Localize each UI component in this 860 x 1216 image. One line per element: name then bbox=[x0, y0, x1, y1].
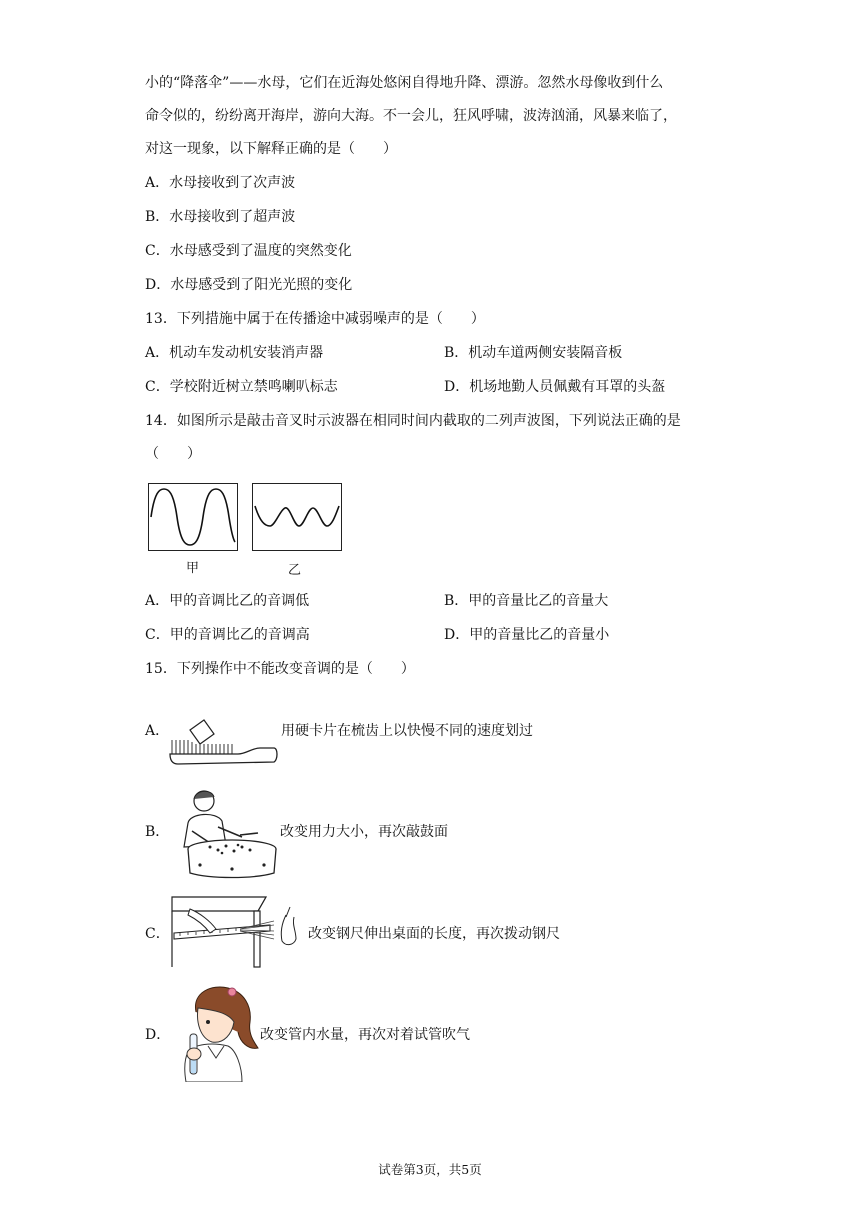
q12-option-a: A．水母接收到了次声波 bbox=[145, 175, 296, 191]
wave-diagram-yi bbox=[252, 483, 342, 551]
q15-option-a-text: 用硬卡片在梳齿上以快慢不同的速度划过 bbox=[281, 723, 533, 739]
q13-option-d: D．机场地勤人员佩戴有耳罩的头盔 bbox=[444, 379, 666, 395]
q15-option-a-letter: A． bbox=[145, 723, 170, 739]
q14-option-a: A．甲的音调比乙的音调低 bbox=[145, 593, 310, 609]
q13-option-c: C．学校附近树立禁鸣喇叭标志 bbox=[145, 379, 338, 395]
q15-option-b-letter: B． bbox=[145, 824, 170, 840]
q14-option-d: D．甲的音量比乙的音量小 bbox=[444, 627, 610, 643]
q14-option-b: B．甲的音量比乙的音量大 bbox=[444, 593, 609, 609]
q15-option-c-letter: C． bbox=[145, 926, 170, 942]
q15-option-d-letter: D． bbox=[145, 1027, 171, 1043]
comb-card-icon bbox=[168, 718, 280, 770]
q13-option-b: B．机动车道两侧安装隔音板 bbox=[444, 345, 623, 361]
q14-stem-line1: 14．如图所示是敲击音叉时示波器在相同时间内截取的二列声波图，下列说法正确的是 bbox=[145, 413, 681, 429]
q12-stem-line2: 命令似的，纷纷离开海岸，游向大海。不一会儿，狂风呼啸，波涛汹涌，风暴来临了， bbox=[145, 108, 677, 124]
q15-stem: 15．下列操作中不能改变音调的是（ ） bbox=[145, 661, 415, 677]
q15-option-d-text: 改变管内水量，再次对着试管吹气 bbox=[260, 1027, 470, 1043]
q12-stem-line3: 对这一现象，以下解释正确的是（ ） bbox=[145, 141, 397, 157]
q12-option-d: D．水母感受到了阳光光照的变化 bbox=[145, 277, 353, 293]
wave-label-jia: 甲 bbox=[186, 561, 200, 576]
drum-player-icon bbox=[170, 787, 278, 879]
q12-stem-line1: 小的“降落伞”——水母，它们在近海处悠闲自得地升降、漂游。忽然水母像收到什么 bbox=[145, 75, 664, 91]
girl-test-tube-icon bbox=[168, 982, 262, 1082]
q15-option-b-text: 改变用力大小，再次敲鼓面 bbox=[280, 824, 448, 840]
waveform-jia bbox=[151, 489, 235, 545]
page-footer: 试卷第3页，共5页 bbox=[378, 1162, 482, 1177]
wave-label-yi: 乙 bbox=[288, 563, 302, 578]
q12-option-b: B．水母接收到了超声波 bbox=[145, 209, 296, 225]
q12-option-c: C．水母感受到了温度的突然变化 bbox=[145, 243, 352, 259]
wave-diagram-jia bbox=[148, 483, 238, 551]
q14-option-c: C．甲的音调比乙的音调高 bbox=[145, 627, 310, 643]
q13-option-a: A．机动车发动机安装消声器 bbox=[145, 345, 324, 361]
q13-stem: 13．下列措施中属于在传播途中减弱噪声的是（ ） bbox=[145, 311, 485, 327]
ruler-table-icon bbox=[170, 895, 310, 969]
q15-option-c-text: 改变钢尺伸出桌面的长度，再次拨动钢尺 bbox=[308, 926, 560, 942]
q14-stem-line2: （ ） bbox=[145, 446, 201, 462]
waveform-yi bbox=[255, 506, 339, 526]
